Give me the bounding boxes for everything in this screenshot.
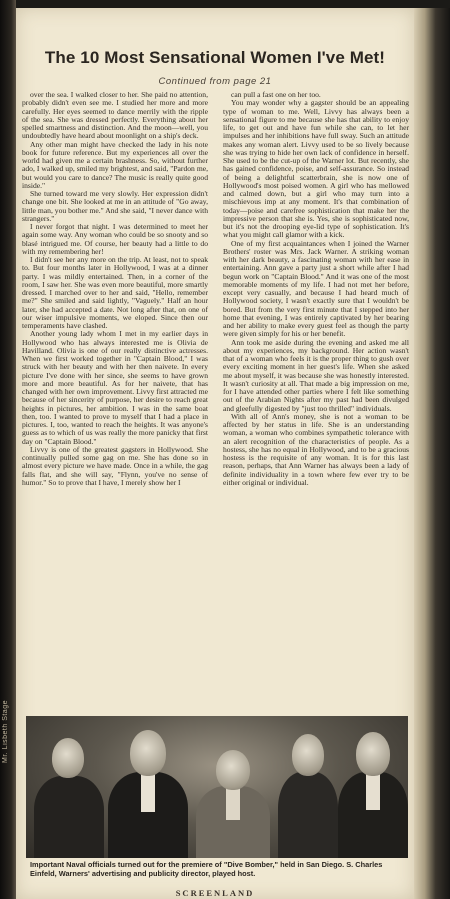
right-column	[223, 91, 409, 487]
magazine-page	[16, 8, 414, 899]
paragraph: over the sea. I walked closer to her. She paid no attention, probably didn't even see me. I studied her more and more carefully. Her eyes seemed to dance merrily with the ripple of the sea. She was dressed perfectly. Everything about her spelled smartness and distinction. And the moon—well, you undoubtedly have heard about moonlight on a ship's deck.	[22, 90, 208, 141]
paragraph: With all of Ann's money, she is not a woman to be affected by her status in life. She is an understanding woman, a woman who combines sympathetic tolerance with an alert recognition of the characteristics of people. As a hostess, she has no equal in Hollywood, and to be a gracious hostess is the requisite of any woman. It is for this last reason, perhaps, that Ann Warner has always been a lady of definite individuality in a town where few ever try to be either original or individual.	[223, 411, 409, 487]
paragraph: Livvy is one of the greatest gagsters in Hollywood. She continually pulled some gag on me. She has done so in almost every picture we have made. Once in a while, the gag falls flat, and she will say, "Flynn, you've no sense of humor." So to prove that I have, I merely show her I	[22, 444, 208, 487]
paragraph: She turned toward me very slowly. Her expression didn't change one bit. She looked at me in an attitude of "Go away, little man, you bother me." And she said, "I never dance with strangers."	[22, 189, 208, 223]
person-figure	[278, 728, 338, 858]
paragraph: can pull a fast one on her too.	[231, 90, 321, 99]
page-edge-shadow	[414, 8, 450, 899]
paragraph: Any other man might have checked the lady in his note book for future reference. But my experiences all over the world had given me a certain brashness. So, without further ado, I walked up, smiled my brightest, and said, "Pardon me, but would you care to dance? The music is really quite good inside."	[22, 139, 208, 190]
person-figure	[196, 746, 270, 858]
continued-note: Continued from page 21	[158, 76, 272, 87]
person-figure	[34, 734, 104, 858]
paragraph: Ann took me aside during the evening and asked me all about my experiences, my background. Her action wasn't that of a woman who feels it is the proper thing to gush over every exciting moment in her guest's life. When she asked me about myself, it was because she was honestly interested. It wasn't curiosity at all. That made a big impression on me, for I have attended other parties where I felt like something out of the Arabian Nights after my past had been divulged and gleefully digested by "just too thrilled" individuals.	[223, 337, 409, 413]
photo-caption: Important Naval officials turned out for the premiere of "Dive Bomber," held in San Diego. S. Charles Einfeld, Warners' advertising and publicity director, played host.	[30, 860, 383, 878]
person-figure	[338, 726, 408, 858]
article-title: The 10 Most Sensational Women I've Met!	[44, 48, 386, 67]
paragraph: You may wonder why a gagster should be an appealing type of woman to me. Well, Livvy has always been a sensational figure to me because she has that ability to enjoy life, to get out and have fun while she can, to let her impulses and her inhibitions have full sway. Such an attitude makes any woman alert. Livvy used to be so lively because she was trying to hide her own lack of confidence in herself. She used to be the cut-up of the Warner lot. But recently, she has gained confidence, poise, and self-assurance. So instead of being a delightful scatterbrain, she is now one of Hollywood's most poised women. A girl who has mellowed and calmed down, but a girl who may turn into a mischievous imp at any moment. It's that combination of today—poise and carefree sophistication that make her the impressive person that she is. Yes, she is sophisticated now, but it's not the drooping eye-lid type of sophistication. It's what you might call glamor with a kick.	[223, 98, 409, 240]
paragraph: One of my first acquaintances when I joined the Warner Brothers' roster was Mrs. Jack Warner. A striking woman with her dark beauty, a fascinating woman with her ease in entertaining. Ann gave a party just a short while after I had begun work on "Captain Blood." And it was one of the most memorable moments of my life. I had not met her before, except very casually, and because I had heard much of Hollywood society, I wasn't exactly sure that I wouldn't be bored. But from the very first minute that I stepped into her home that evening, I was entirely captivated by her bearing and her ability to make every guest feel as though the party were given simply for his or her benefit.	[223, 238, 409, 339]
left-column	[22, 91, 208, 487]
paragraph: I didn't see her any more on the trip. At least, not to speak to. But four months later in Hollywood, I was at a dinner party. I was mildly entertained. Then, in a corner of the room, I saw her. She was even more beautiful, more smartly dressed. I marched over to her and said, "Hello, remember me?" She smiled and said lightly, "Vaguely." Half an hour later, she had accepted a date. Not long after that, on one of our wiser impulsive moments, we eloped. Since then our temperaments have clashed.	[22, 255, 208, 330]
spine-text: Mr. Lisbeth Stage	[2, 700, 9, 763]
paragraph: I never forgot that night. I was determined to meet her again some way. Any woman who could be so snooty and so blasé intrigued me. Of course, her beauty had a little to do with my remembering her!	[22, 222, 208, 256]
magazine-spine	[0, 0, 16, 899]
paragraph: Another young lady whom I met in my earlier days in Hollywood who has always interested me is Olivia de Havilland. Olivia is one of our really distinctive actresses. When we first worked together in "Captain Blood," I was struck with her beauty and with her then naivete. In every picture I've done with her since, she seems to have grown more and more beautiful. As for her naivete, that has changed with her own improvement. Livvy first attracted me because of her sincerity of purpose, her desire to reach great heights in pictures, her ambition. I was in the same boat then, too. I wanted to prove to myself that I had a place in pictures. I, too, wanted to reach the heights. It was anyone's guess as to which of us was really the more panicky that first day on "Captain Blood."	[22, 329, 208, 446]
naval-officials-photo	[26, 716, 408, 858]
person-figure	[108, 724, 188, 858]
magazine-footer: SCREENLAND	[175, 888, 255, 898]
